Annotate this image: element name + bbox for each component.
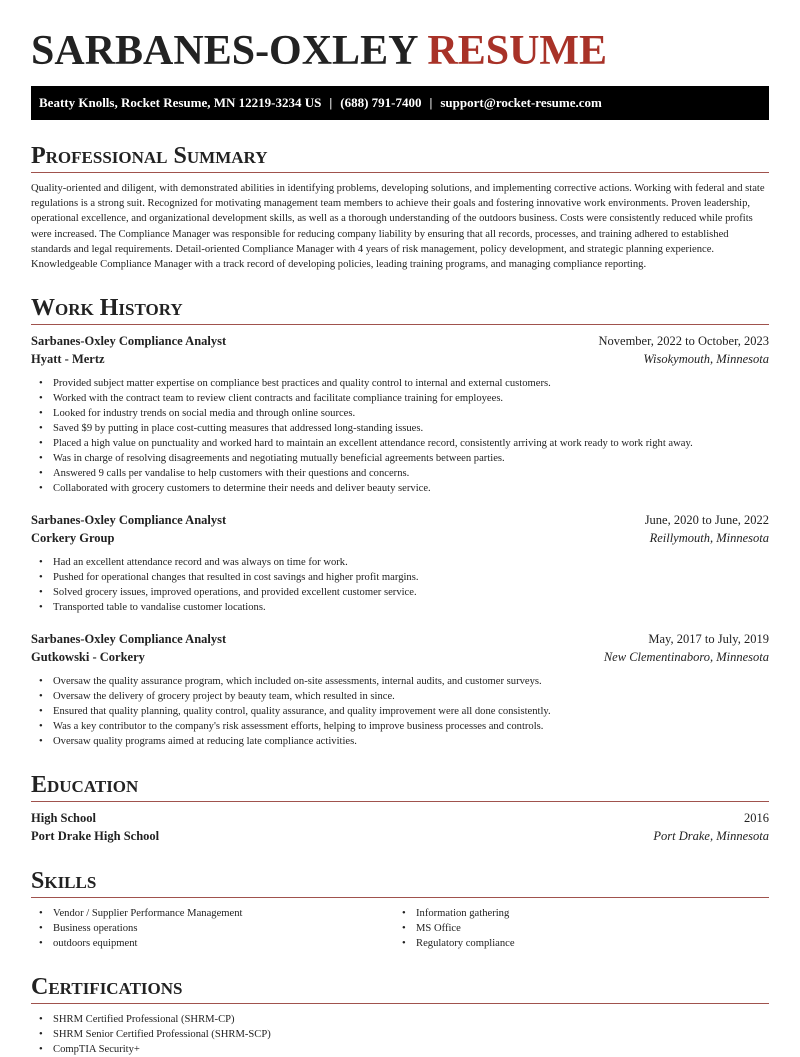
school-location: Port Drake, Minnesota — [653, 828, 769, 843]
job-dates: November, 2022 to October, 2023 — [598, 334, 769, 349]
certification-item: • CompTIA Security+ — [31, 1042, 769, 1057]
skill-item: • outdoors equipment — [31, 936, 394, 951]
section-heading-work: Work History — [31, 294, 769, 325]
skill-item: • Information gathering — [394, 906, 757, 921]
job-subheader — [31, 351, 769, 369]
bullet-item: • Had an excellent attendance record and was always on time for work. — [31, 555, 769, 570]
skills-column-left — [31, 906, 394, 951]
company: Gutkowski - Corkery — [31, 649, 145, 664]
resume — [31, 0, 769, 1057]
bullet-item: • Oversaw quality programs aimed at reducing late compliance activities. — [31, 734, 769, 749]
bullet-item: • Collaborated with grocery customers to determine their needs and deliver beauty service. — [31, 481, 769, 496]
contact-address: Beatty Knolls, Rocket Resume, MN 12219-3234 US — [39, 95, 322, 110]
job-entry — [31, 512, 769, 615]
bullet-item: • Placed a high value on punctuality and worked hard to maintain an excellent attendance record, consistently arriving at work ready to work right away. — [31, 436, 769, 451]
skill-item: • Regulatory compliance — [394, 936, 757, 951]
company: Hyatt - Mertz — [31, 351, 105, 366]
job-location: New Clementinaboro, Minnesota — [603, 649, 769, 664]
skills-column-right — [394, 906, 757, 951]
bullet-item: • Solved grocery issues, improved operations, and provided excellent customer service. — [31, 585, 769, 600]
contact-phone: (688) 791-7400 — [340, 95, 422, 110]
job-bullets — [31, 674, 769, 749]
bullet-item: • Pushed for operational changes that resulted in cost savings and higher profit margins. — [31, 570, 769, 585]
job-bullets — [31, 376, 769, 496]
skill-item: • Business operations — [31, 921, 394, 936]
job-header — [31, 512, 769, 530]
job-location: Reillymouth, Minnesota — [649, 530, 769, 545]
job-bullets — [31, 555, 769, 615]
title-accent: RESUME — [427, 28, 608, 74]
bullet-item: • Oversaw the delivery of grocery project by beauty team, which resulted in since. — [31, 689, 769, 704]
bullet-item: • Ensured that quality planning, quality control, quality assurance, and quality improvement were all done consistently. — [31, 704, 769, 719]
education-entry — [31, 810, 769, 845]
certification-item: • SHRM Certified Professional (SHRM-CP) — [31, 1012, 769, 1027]
bullet-item: • Answered 9 calls per vandalise to help customers with their questions and concerns. — [31, 466, 769, 481]
degree: High School — [31, 811, 96, 826]
skills-list — [31, 906, 769, 951]
bullet-item: • Worked with the contract team to review client contracts and facilitate compliance training for employees. — [31, 391, 769, 406]
skill-item: • MS Office — [394, 921, 757, 936]
section-heading-education: Education — [31, 771, 769, 802]
section-heading-summary: Professional Summary — [31, 142, 769, 173]
school: Port Drake High School — [31, 828, 160, 843]
bullet-item: • Was in charge of resolving disagreements and negotiating mutually beneficial agreements between parties. — [31, 451, 769, 466]
job-title: Sarbanes-Oxley Compliance Analyst — [31, 632, 227, 647]
contact-bar: Beatty Knolls, Rocket Resume, MN 12219-3234 US | (688) 791-7400 | support@rocket-resume.com — [31, 86, 769, 120]
skill-item: • Vendor / Supplier Performance Management — [31, 906, 394, 921]
contact-email: support@rocket-resume.com — [440, 95, 602, 110]
job-subheader — [31, 649, 769, 667]
job-header — [31, 631, 769, 649]
job-title: Sarbanes-Oxley Compliance Analyst — [31, 334, 227, 349]
section-heading-skills: Skills — [31, 867, 769, 898]
bullet-item: • Provided subject matter expertise on compliance best practices and quality control to internal and external customers. — [31, 376, 769, 391]
job-dates: June, 2020 to June, 2022 — [644, 513, 769, 528]
job-subheader — [31, 530, 769, 548]
work-history — [31, 333, 769, 749]
job-dates: May, 2017 to July, 2019 — [648, 632, 769, 647]
section-heading-certifications: Certifications — [31, 973, 769, 1004]
resume-title: SARBANES-OXLEY RESUME — [31, 28, 608, 74]
job-header — [31, 333, 769, 351]
summary-text: Quality-oriented and diligent, with demonstrated abilities in identifying problems, developing solutions, and implementing corrective actions. Working with federal and state regulations is a strong suit. Recognized for motivating management team members to achieve their goals and fostering innovative work environments. Proven leadership, operational excellence, and organizational development skills, as well as a thorough understanding of the outdoors business. Costs were consistently reduced while profits were increased. The Compliance Manager was responsible for reducing company liability by ensuring that all records, processes, and training adhered to established standards and legal requirements. Detail-oriented Compliance Manager with 4 years of risk management, policy development, and strategic planning experience. Knowledgeable Compliance Manager with a track record of developing policies, leading training programs, and managing compliance reporting. — [31, 183, 765, 271]
education-year: 2016 — [744, 811, 769, 826]
job-entry — [31, 333, 769, 496]
company: Corkery Group — [31, 530, 115, 545]
job-location: Wisokymouth, Minnesota — [643, 351, 769, 366]
bullet-item: • Was a key contributor to the company's risk assessment efforts, helping to improve business processes and controls. — [31, 719, 769, 734]
bullet-item: • Looked for industry trends on social media and through online sources. — [31, 406, 769, 421]
bullet-item: • Transported table to vandalise customer locations. — [31, 600, 769, 615]
certification-item: • SHRM Senior Certified Professional (SHRM-SCP) — [31, 1027, 769, 1042]
job-title: Sarbanes-Oxley Compliance Analyst — [31, 513, 227, 528]
bullet-item: • Saved $9 by putting in place cost-cutting measures that addressed long-standing issues. — [31, 421, 769, 436]
job-entry — [31, 631, 769, 749]
bullet-item: • Oversaw the quality assurance program, which included on-site assessments, internal audits, and customer surveys. — [31, 674, 769, 689]
